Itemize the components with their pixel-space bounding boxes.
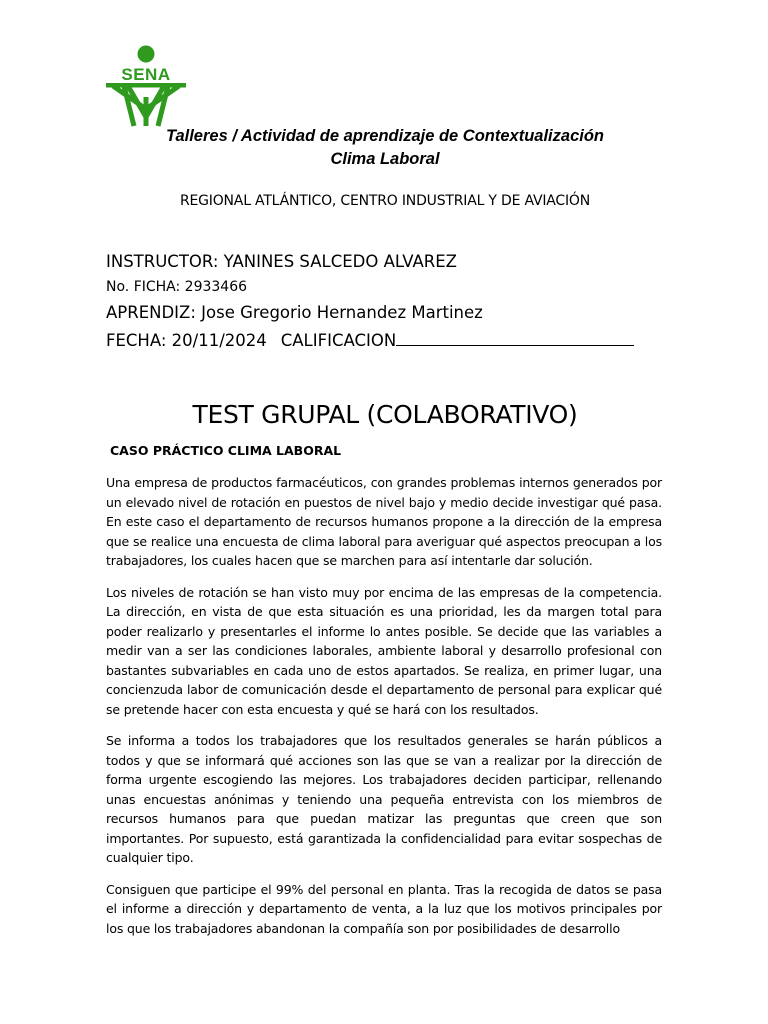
sena-logo-icon	[104, 45, 188, 127]
paragraph: Una empresa de productos farmacéuticos, con grandes problemas internos generados por un elevado nivel de rotación en puestos de nivel bajo y medio decide investigar qué pasa. En este caso el departamento de recursos humanos propone a la dirección de la empresa que se realice una encuesta de clima laboral para averiguar qué aspectos preocupan a los trabajadores, los cuales hacen que se marchen para así intentarle dar solución.	[106, 475, 662, 568]
paragraph: Consiguen que participe el 99% del personal en planta. Tras la recogida de datos se pasa el informe a dirección y departamento de venta, a la luz que los motivos principales por los que los trabajadores abandonan la compañía son por posibilidades de desarrollo	[106, 881, 662, 936]
document-title: Talleres / Actividad de aprendizaje de Contextualización	[166, 127, 604, 145]
sena-logo	[104, 45, 188, 127]
calificacion-blank	[396, 331, 634, 346]
paragraph: Se informa a todos los trabajadores que los resultados generales se harán públicos a todos y que se informará qué acciones son las que se van a realizar por la dirección de forma urgente escogiendo las mejores. Los trabajadores deciden participar, rellenando unas encuestas anónimas y teniendo una pequeña entrevista con los miembros de recursos humanos para que puedan matizar las preguntas que creen que son importantes. Por supuesto, está garantizada la confidencialidad para evitar sospechas de cualquier tipo.	[106, 733, 662, 865]
case-subheading: CASO PRÁCTICO CLIMA LABORAL	[110, 443, 342, 458]
sena-logo-text: SENA	[121, 65, 171, 84]
calificacion-label: CALIFICACION	[280, 331, 397, 350]
instructor-line: INSTRUCTOR: YANINES SALCEDO ALVAREZ	[106, 252, 457, 271]
paragraph: Los niveles de rotación se han visto muy por encima de las empresas de la competencia. La dirección, en vista de que esta situación es una prioridad, les da margen total para poder realizarlo y presentarles el informe lo antes posible. Se decide que las variables a medir van a ser las condiciones laborales, ambiente laboral y desarrollo profesional con bastantes subvariables en cada uno de estos apartados. Se realiza, en primer lugar, una concienzuda labor de comunicación desde el departamento de personal para explicar qué se pretende hacer con esta encuesta y qué se hará con los resultados.	[106, 584, 662, 717]
fecha-calificacion-line	[106, 331, 634, 350]
document-subtitle: Clima Laboral	[330, 150, 440, 168]
case-body	[106, 473, 662, 950]
aprendiz-line: APRENDIZ: Jose Gregorio Hernandez Martinez	[106, 303, 483, 322]
regional-line: REGIONAL ATLÁNTICO, CENTRO INDUSTRIAL Y DE AVIACIÓN	[179, 193, 591, 209]
main-heading: TEST GRUPAL (COLABORATIVO)	[192, 400, 578, 429]
fecha-value: FECHA: 20/11/2024	[106, 331, 267, 350]
ficha-line: No. FICHA: 2933466	[106, 279, 248, 295]
